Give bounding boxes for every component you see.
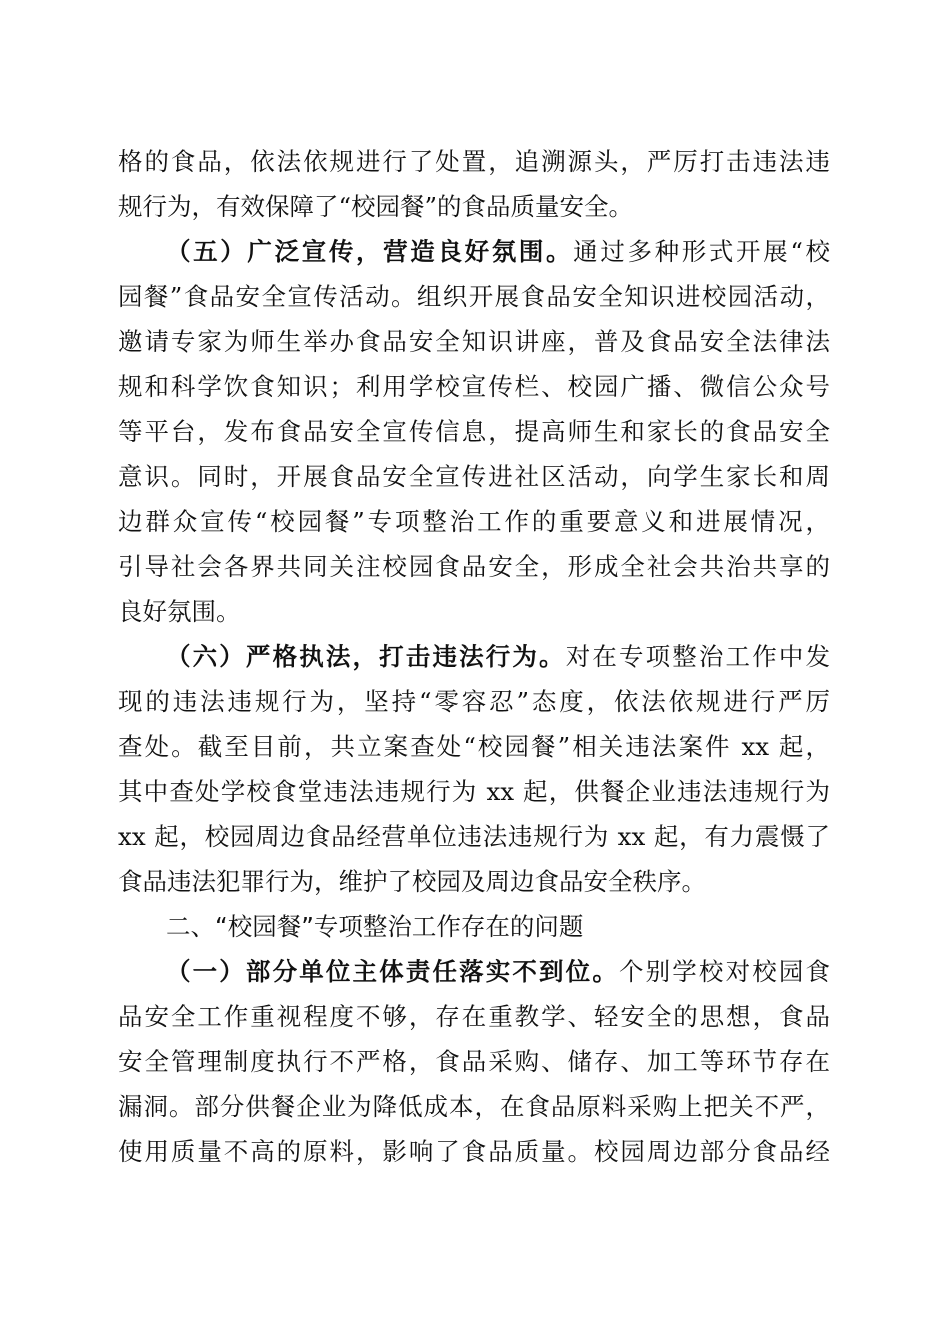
text-line: 格的食品，依法依规进行了处置，追溯源头，严厉打击违法违 [118, 147, 830, 176]
text-line: 使用质量不高的原料，影响了食品质量。校园周边部分食品经 [118, 1137, 830, 1166]
paragraph-first-line [166, 637, 830, 677]
text-line: 安全管理制度执行不严格，食品采购、储存、加工等环节存在 [118, 1047, 830, 1076]
paragraph-text: 个别学校对校园食 [618, 957, 831, 986]
text-line: 规行为，有效保障了“校园餐”的食品质量安全。 [118, 192, 634, 221]
text-line: xx 起，校园周边食品经营单位违法违规行为 xx 起，有力震慑了 [118, 822, 830, 851]
paragraph-first-line [166, 952, 830, 992]
text-line: 查处。截至目前，共立案查处“校园餐”相关违法案件 xx 起， [118, 732, 830, 761]
paragraph-first-line [166, 232, 830, 272]
paragraph-text: 对在专项整治工作中发 [565, 642, 830, 671]
text-line: 边群众宣传“校园餐”专项整治工作的重要意义和进展情况， [118, 507, 830, 536]
text-line: 意识。同时，开展食品安全宣传进社区活动，向学生家长和周 [118, 462, 830, 491]
text-line: 漏洞。部分供餐企业为降低成本，在食品原料采购上把关不严， [118, 1092, 830, 1121]
text-line: 现的违法违规行为，坚持“零容忍”态度，依法依规进行严厉 [118, 687, 830, 716]
text-line: 品安全工作重视程度不够，存在重教学、轻安全的思想，食品 [118, 1002, 830, 1031]
text-line: 等平台，发布食品安全宣传信息，提高师生和家长的食品安全 [118, 417, 830, 446]
text-line: 其中查处学校食堂违法违规行为 xx 起，供餐企业违法违规行为 [118, 777, 830, 806]
paragraph-title: （六）严格执法，打击违法行为。 [166, 642, 566, 671]
text-line: 引导社会各界共同关注校园食品安全，形成全社会共治共享的 [118, 552, 830, 581]
text-line: 规和科学饮食知识；利用学校宣传栏、校园广播、微信公众号 [118, 372, 830, 401]
text-line: 园餐”食品安全宣传活动。组织开展食品安全知识进校园活动， [118, 282, 830, 311]
paragraph-title: （一）部分单位主体责任落实不到位。 [166, 957, 619, 986]
text-line: 良好氛围。 [118, 597, 241, 626]
section-heading: 二、“校园餐”专项整治工作存在的问题 [166, 912, 584, 941]
text-line: 邀请专家为师生举办食品安全知识讲座，普及食品安全法律法 [118, 327, 830, 356]
paragraph-text: 通过多种形式开展“校 [573, 237, 830, 266]
text-line: 食品违法犯罪行为，维护了校园及周边食品安全秩序。 [118, 867, 706, 896]
paragraph-title: （五）广泛宣传，营造良好氛围。 [166, 237, 574, 266]
